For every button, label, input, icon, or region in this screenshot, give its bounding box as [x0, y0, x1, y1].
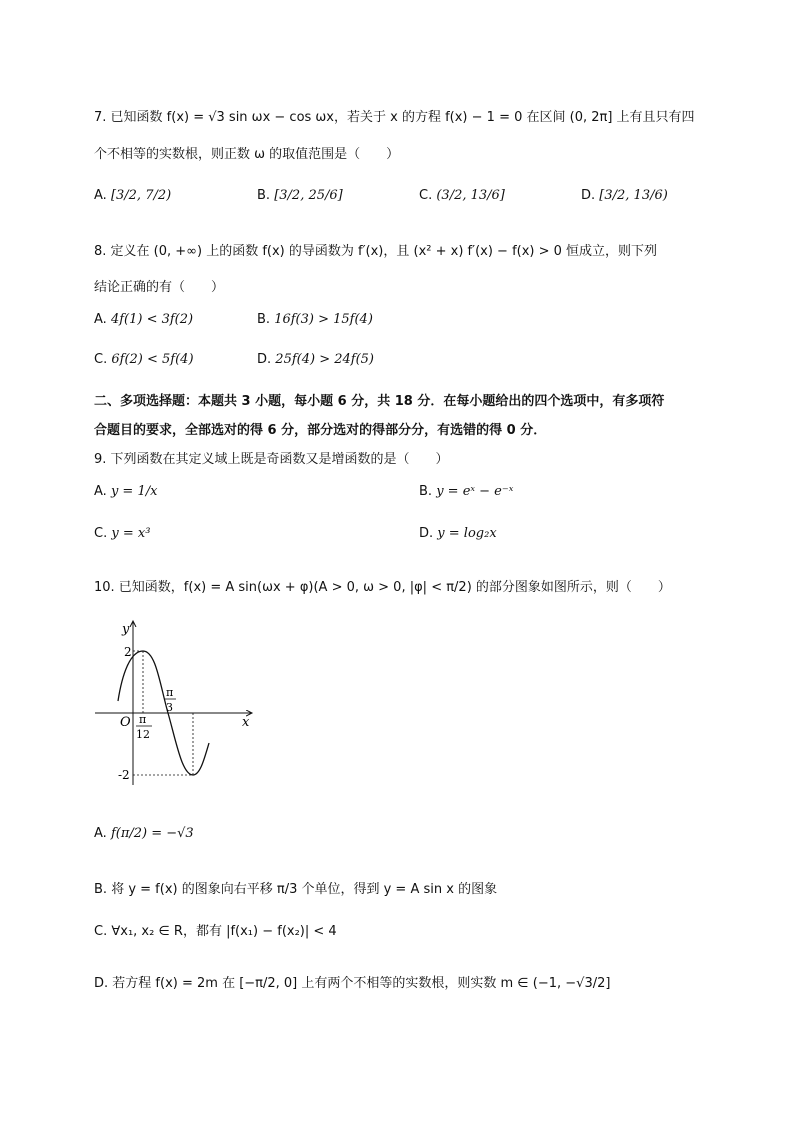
option-label: C. [94, 924, 108, 939]
y-axis-label: y [122, 622, 130, 637]
tick-pi12-num: π [139, 713, 147, 726]
option-label: D. [419, 526, 434, 541]
x-axis-label: x [242, 715, 250, 730]
tick-pi3-den: 3 [166, 701, 173, 714]
origin-label: O [120, 715, 131, 730]
option-text: 25f(4) > 24f(5) [275, 352, 374, 367]
option-text: ∀x₁, x₂ ∈ R，都有 |f(x₁) − f(x₂)| < 4 [111, 924, 337, 939]
max-value-label: 2 [124, 645, 132, 659]
q9-option-b[interactable] [419, 484, 513, 499]
q8-option-b[interactable] [257, 312, 373, 327]
option-label: B. [257, 188, 271, 203]
q8-option-c[interactable] [94, 352, 194, 367]
section2-heading-line2: 合题目的要求，全部选对的得 6 分，部分选对的得部分分，有选错的得 0 分． [94, 423, 547, 438]
q10-option-d[interactable] [94, 972, 610, 991]
tick-pi3-num: π [166, 686, 174, 699]
option-text: [3/2, 7/2) [110, 188, 172, 203]
section2-heading-line1: 二、多项选择题：本题共 3 小题，每小题 6 分，共 18 分．在每小题给出的四个选项中，有多项符 [94, 394, 665, 409]
option-text: 6f(2) < 5f(4) [111, 352, 194, 367]
option-text: 将 y = f(x) 的图象向右平移 π/3 个单位，得到 y = A sin x 的图象 [111, 882, 498, 897]
q10-option-b[interactable] [94, 878, 497, 897]
q7-option-b[interactable] [257, 188, 343, 203]
option-text: [3/2, 25/6] [274, 188, 343, 203]
q10-stem: 10. 已知函数，f(x) = A sin(ωx + φ)(A > 0, ω > 0, |φ| < π/2) 的部分图象如图所示，则（ ） [94, 580, 671, 595]
tick-pi12-den: 12 [136, 728, 150, 741]
option-text: (3/2, 13/6] [436, 188, 505, 203]
q8-option-a[interactable] [94, 312, 193, 327]
q10-sine-graph [90, 615, 270, 795]
min-value-label: -2 [118, 768, 130, 782]
option-label: C. [94, 526, 108, 541]
q9-option-a[interactable] [94, 484, 157, 499]
option-text: y = 1/x [110, 484, 158, 499]
q7-option-c[interactable] [419, 188, 505, 203]
option-label: B. [419, 484, 433, 499]
option-label: A. [94, 826, 107, 841]
option-label: A. [94, 312, 107, 327]
option-label: A. [94, 484, 107, 499]
q7-option-d[interactable] [581, 188, 668, 203]
option-text: 4f(1) < 3f(2) [110, 312, 194, 327]
option-label: D. [94, 976, 109, 991]
q7-stem-line2: 个不相等的实数根，则正数 ω 的取值范围是（ ） [94, 147, 400, 162]
option-text: 若方程 f(x) = 2m 在 [−π/2, 0] 上有两个不相等的实数根，则实数 m ∈ (−1, −√3/2] [112, 976, 611, 991]
q7-option-a[interactable] [94, 188, 171, 203]
option-text: y = eˣ − e⁻ˣ [436, 484, 514, 499]
option-label: B. [94, 882, 108, 897]
option-text: 16f(3) > 15f(4) [274, 312, 373, 327]
q8-option-d[interactable] [257, 352, 374, 367]
option-text: y = log₂x [437, 526, 497, 541]
q9-stem: 9. 下列函数在其定义域上既是奇函数又是增函数的是（ ） [94, 452, 449, 467]
q8-stem-line2: 结论正确的有（ ） [94, 280, 225, 295]
q10-option-c[interactable] [94, 920, 337, 939]
q9-option-d[interactable] [419, 526, 497, 541]
option-text: [3/2, 13/6) [599, 188, 668, 203]
option-label: C. [94, 352, 108, 367]
q8-stem-line1: 8. 定义在 (0, +∞) 上的函数 f(x) 的导函数为 f′(x)，且 (x² + x) f′(x) − f(x) > 0 恒成立，则下列 [94, 244, 658, 259]
q7-stem-line1: 7. 已知函数 f(x) = √3 sin ωx − cos ωx，若关于 x 的方程 f(x) − 1 = 0 在区间 (0, 2π] 上有且只有四 [94, 110, 695, 125]
option-label: A. [94, 188, 107, 203]
option-label: D. [581, 188, 596, 203]
option-label: D. [257, 352, 272, 367]
option-text: f(π/2) = −√3 [110, 826, 194, 841]
option-label: B. [257, 312, 271, 327]
q9-option-c[interactable] [94, 526, 150, 541]
q10-option-a[interactable] [94, 826, 194, 841]
option-text: y = x³ [111, 526, 151, 541]
option-label: C. [419, 188, 433, 203]
